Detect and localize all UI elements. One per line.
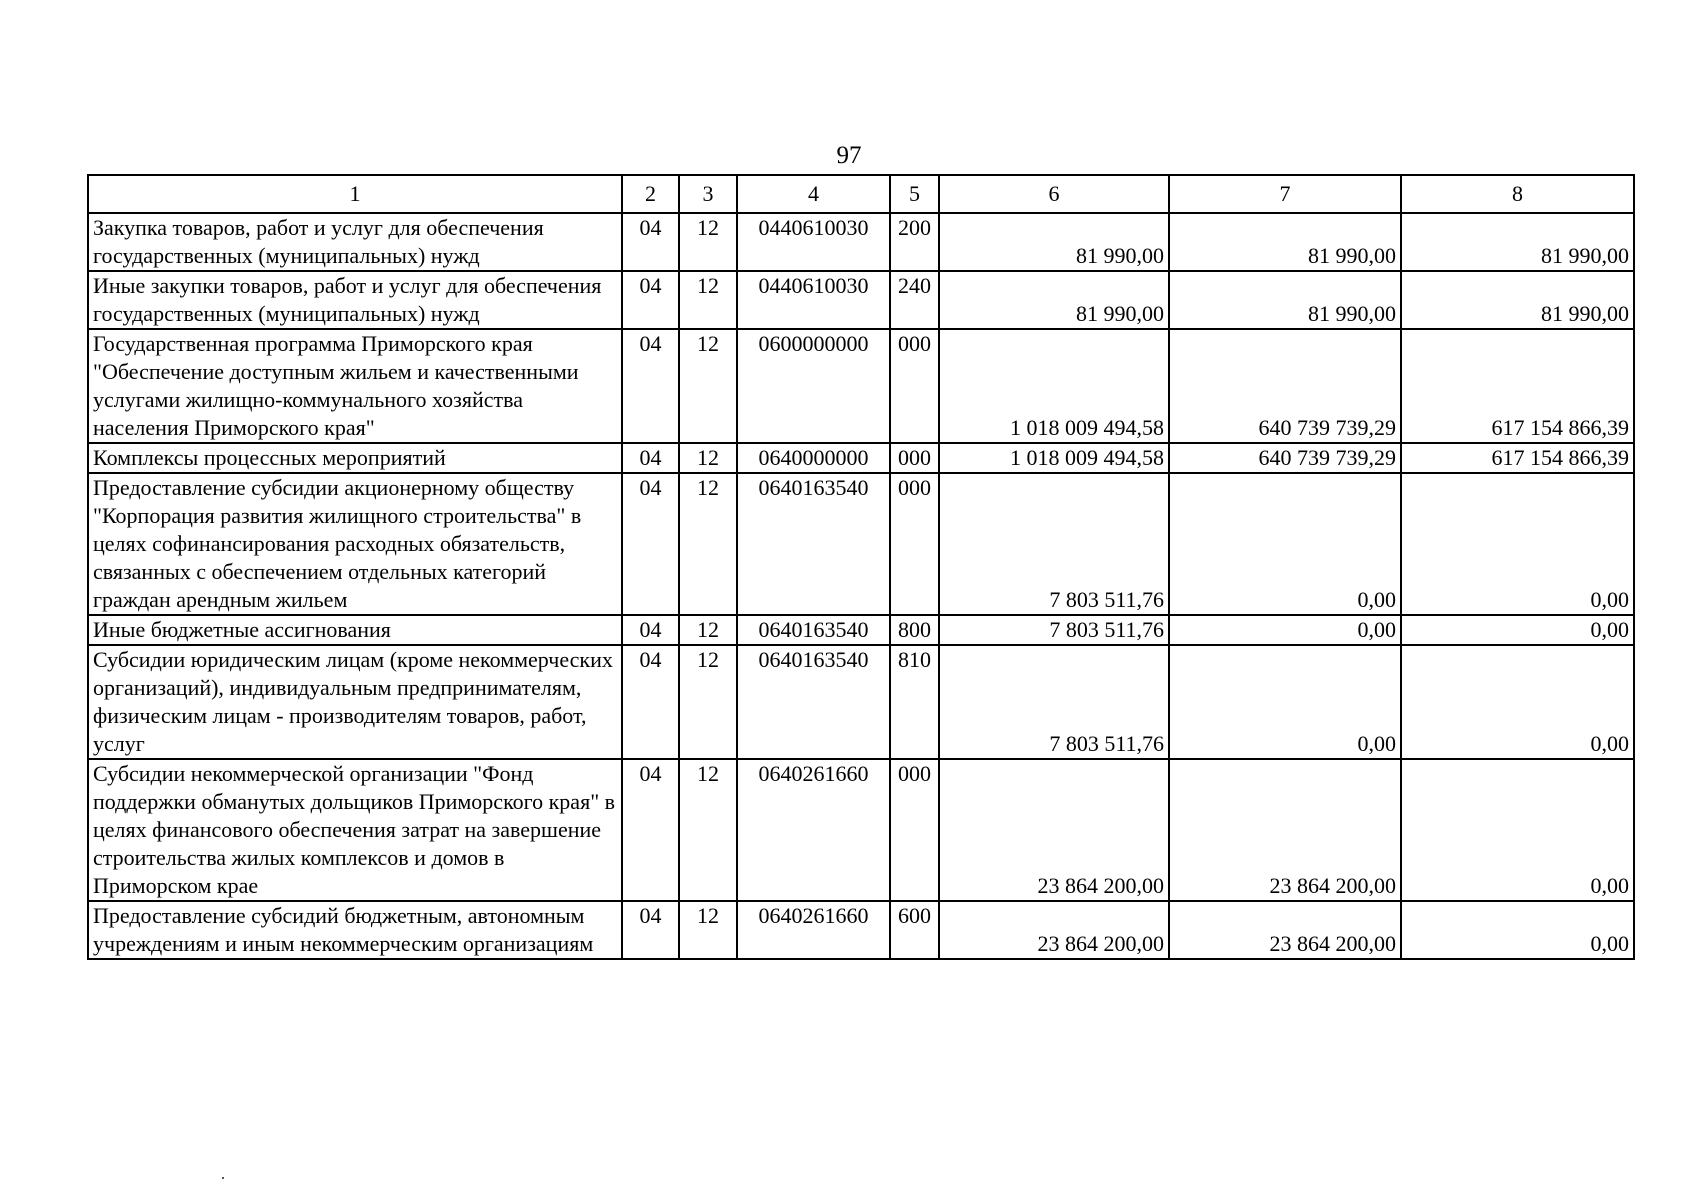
target-article-code: 0440610030 bbox=[737, 213, 890, 271]
subsection-code: 12 bbox=[679, 901, 737, 959]
expense-type-code: 800 bbox=[890, 615, 939, 645]
section-code: 04 bbox=[622, 645, 679, 759]
amount-col-6: 23 864 200,00 bbox=[939, 901, 1169, 959]
target-article-code: 0640000000 bbox=[737, 443, 890, 473]
target-article-code: 0640163540 bbox=[737, 615, 890, 645]
table-row bbox=[88, 901, 1634, 959]
section-code: 04 bbox=[622, 271, 679, 329]
amount-col-7: 0,00 bbox=[1169, 615, 1401, 645]
row-description: Субсидии юридическим лицам (кроме некоммерческих организаций), индивидуальным предпринимателям, физическим лицам - производителям товаров, работ, услуг bbox=[88, 645, 622, 759]
table-body bbox=[88, 175, 1634, 959]
amount-col-8: 617 154 866,39 bbox=[1401, 443, 1634, 473]
column-header-2: 2 bbox=[622, 175, 679, 213]
target-article-code: 0640261660 bbox=[737, 901, 890, 959]
target-article-code: 0600000000 bbox=[737, 329, 890, 443]
amount-col-6: 7 803 511,76 bbox=[939, 615, 1169, 645]
subsection-code: 12 bbox=[679, 213, 737, 271]
row-description: Иные бюджетные ассигнования bbox=[88, 615, 622, 645]
column-header-4: 4 bbox=[737, 175, 890, 213]
expense-type-code: 200 bbox=[890, 213, 939, 271]
header-row bbox=[88, 175, 1634, 213]
subsection-code: 12 bbox=[679, 443, 737, 473]
column-header-8: 8 bbox=[1401, 175, 1634, 213]
target-article-code: 0640163540 bbox=[737, 645, 890, 759]
amount-col-7: 640 739 739,29 bbox=[1169, 443, 1401, 473]
table-row bbox=[88, 615, 1634, 645]
section-code: 04 bbox=[622, 615, 679, 645]
expense-type-code: 000 bbox=[890, 759, 939, 901]
target-article-code: 0640261660 bbox=[737, 759, 890, 901]
amount-col-8: 617 154 866,39 bbox=[1401, 329, 1634, 443]
section-code: 04 bbox=[622, 213, 679, 271]
section-code: 04 bbox=[622, 759, 679, 901]
amount-col-8: 81 990,00 bbox=[1401, 213, 1634, 271]
expense-type-code: 600 bbox=[890, 901, 939, 959]
amount-col-8: 0,00 bbox=[1401, 645, 1634, 759]
row-description: Предоставление субсидии акционерному обществу "Корпорация развития жилищного строительства" в целях софинансирования расходных обязательств, связанных с обеспечением отдельных категорий граждан арендным жильем bbox=[88, 473, 622, 615]
amount-col-6: 1 018 009 494,58 bbox=[939, 329, 1169, 443]
budget-table bbox=[87, 174, 1635, 960]
table-row bbox=[88, 759, 1634, 901]
amount-col-7: 0,00 bbox=[1169, 473, 1401, 615]
row-description: Предоставление субсидий бюджетным, автономным учреждениям и иным некоммерческим организациям bbox=[88, 901, 622, 959]
amount-col-6: 7 803 511,76 bbox=[939, 645, 1169, 759]
expense-type-code: 000 bbox=[890, 473, 939, 615]
amount-col-6: 81 990,00 bbox=[939, 213, 1169, 271]
amount-col-8: 81 990,00 bbox=[1401, 271, 1634, 329]
subsection-code: 12 bbox=[679, 271, 737, 329]
expense-type-code: 000 bbox=[890, 329, 939, 443]
amount-col-7: 640 739 739,29 bbox=[1169, 329, 1401, 443]
subsection-code: 12 bbox=[679, 473, 737, 615]
amount-col-7: 81 990,00 bbox=[1169, 271, 1401, 329]
amount-col-8: 0,00 bbox=[1401, 615, 1634, 645]
amount-col-7: 0,00 bbox=[1169, 645, 1401, 759]
amount-col-6: 23 864 200,00 bbox=[939, 759, 1169, 901]
amount-col-8: 0,00 bbox=[1401, 759, 1634, 901]
subsection-code: 12 bbox=[679, 615, 737, 645]
section-code: 04 bbox=[622, 443, 679, 473]
table-row bbox=[88, 645, 1634, 759]
amount-col-7: 23 864 200,00 bbox=[1169, 759, 1401, 901]
table-row bbox=[88, 271, 1634, 329]
table-row bbox=[88, 213, 1634, 271]
column-header-7: 7 bbox=[1169, 175, 1401, 213]
amount-col-6: 81 990,00 bbox=[939, 271, 1169, 329]
section-code: 04 bbox=[622, 901, 679, 959]
table-row bbox=[88, 329, 1634, 443]
scan-speck bbox=[222, 1177, 224, 1179]
row-description: Закупка товаров, работ и услуг для обеспечения государственных (муниципальных) нужд bbox=[88, 213, 622, 271]
row-description: Государственная программа Приморского края "Обеспечение доступным жильем и качественными услугами жилищно-коммунального хозяйства населения Приморского края" bbox=[88, 329, 622, 443]
target-article-code: 0640163540 bbox=[737, 473, 890, 615]
column-header-6: 6 bbox=[939, 175, 1169, 213]
expense-type-code: 000 bbox=[890, 443, 939, 473]
subsection-code: 12 bbox=[679, 759, 737, 901]
table-row bbox=[88, 473, 1634, 615]
subsection-code: 12 bbox=[679, 329, 737, 443]
amount-col-7: 23 864 200,00 bbox=[1169, 901, 1401, 959]
column-header-1: 1 bbox=[88, 175, 622, 213]
column-header-3: 3 bbox=[679, 175, 737, 213]
column-header-5: 5 bbox=[890, 175, 939, 213]
subsection-code: 12 bbox=[679, 645, 737, 759]
table-row bbox=[88, 443, 1634, 473]
row-description: Субсидии некоммерческой организации "Фонд поддержки обманутых дольщиков Приморского края" в целях финансового обеспечения затрат на завершение строительства жилых комплексов и домов в Приморском крае bbox=[88, 759, 622, 901]
target-article-code: 0440610030 bbox=[737, 271, 890, 329]
row-description: Иные закупки товаров, работ и услуг для обеспечения государственных (муниципальных) нужд bbox=[88, 271, 622, 329]
amount-col-8: 0,00 bbox=[1401, 473, 1634, 615]
amount-col-8: 0,00 bbox=[1401, 901, 1634, 959]
expense-type-code: 240 bbox=[890, 271, 939, 329]
section-code: 04 bbox=[622, 329, 679, 443]
row-description: Комплексы процессных мероприятий bbox=[88, 443, 622, 473]
expense-type-code: 810 bbox=[890, 645, 939, 759]
amount-col-7: 81 990,00 bbox=[1169, 213, 1401, 271]
amount-col-6: 1 018 009 494,58 bbox=[939, 443, 1169, 473]
page-number: 97 bbox=[836, 142, 862, 169]
amount-col-6: 7 803 511,76 bbox=[939, 473, 1169, 615]
section-code: 04 bbox=[622, 473, 679, 615]
